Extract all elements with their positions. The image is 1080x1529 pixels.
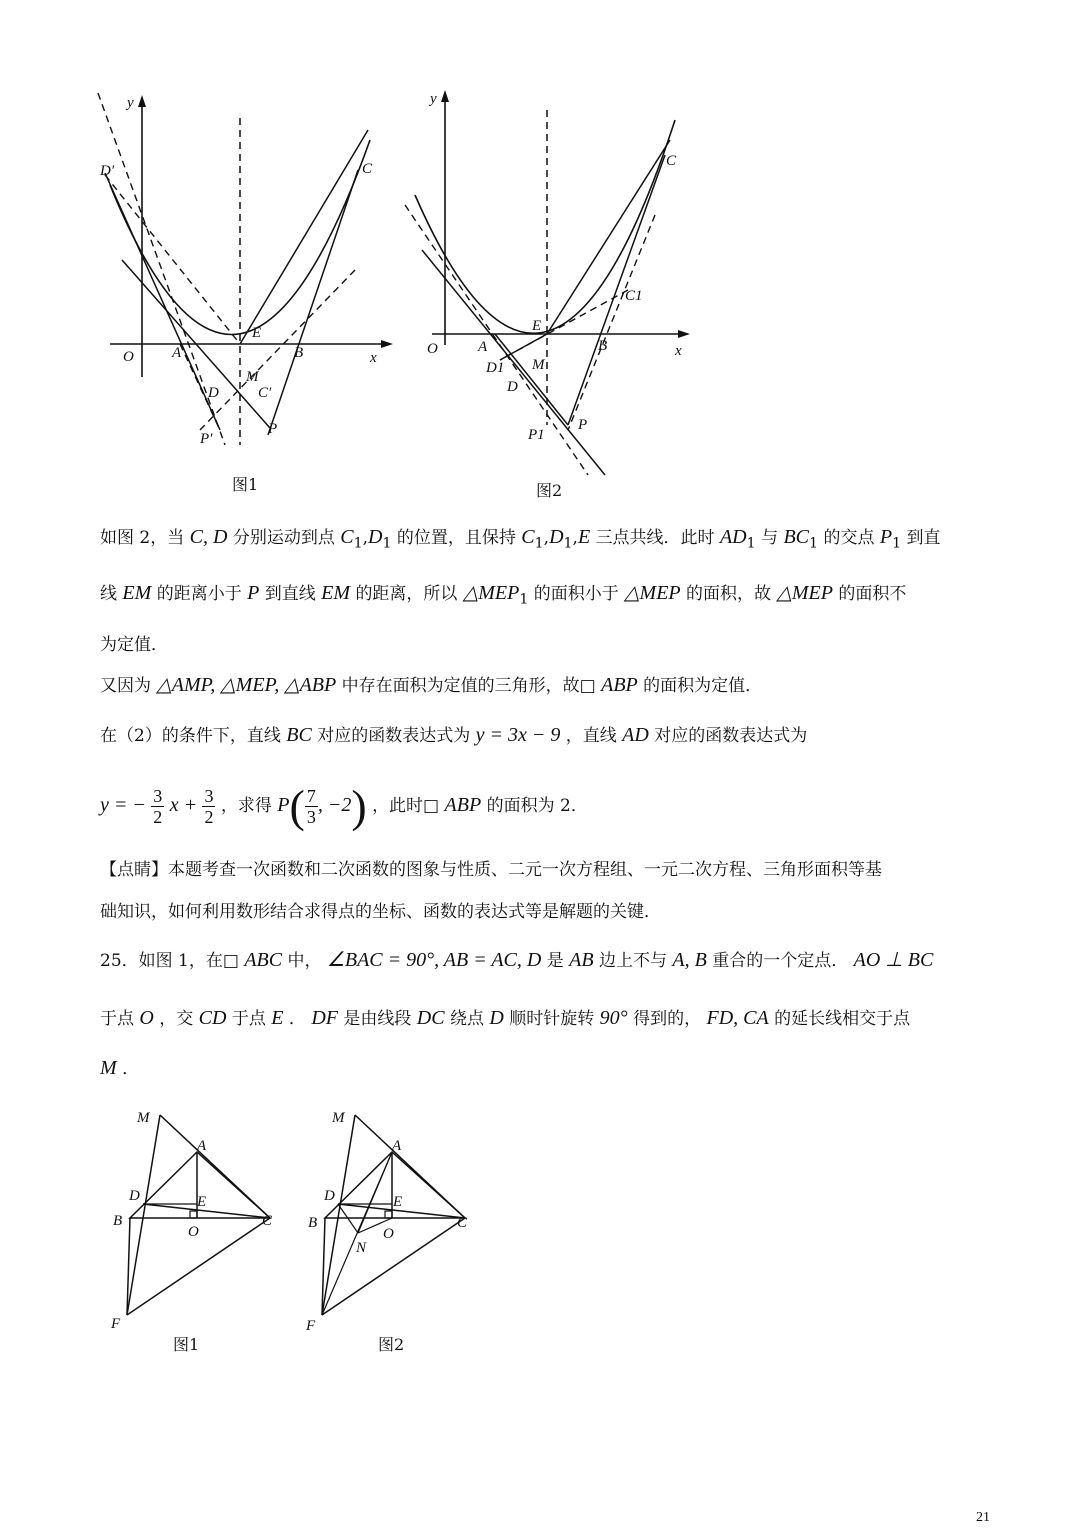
fig2-label-y: y xyxy=(430,91,437,107)
paragraph-2: 线 EM 的距离小于 P 到直线 EM 的距离，所以 $\triangle MEP_1$ 的面积小于 △MEP 的面积，故 △MEP 的面积不 xyxy=(100,582,907,608)
fig1-label-p: P xyxy=(268,421,278,437)
fig1-label-y: y xyxy=(127,95,134,111)
paragraph-4: 又因为 △AMP, △MEP, △ABP 中存在面积为定值的三角形，故□ ABP 的面积为定值． xyxy=(100,674,763,696)
fig2-label-m: M xyxy=(532,357,545,373)
paragraph-10: 于点 O ，交 CD 于点 E ． DF 是由线段 DC 绕点 D 顺时针旋转 90° 得到的， FD, CA 的延长线相交于点 xyxy=(100,1007,911,1029)
fig1-label-a: A xyxy=(172,345,182,361)
fig2-label-e: E xyxy=(532,318,542,334)
fig2-label-p1: P1 xyxy=(528,427,545,443)
page-number: 21 xyxy=(976,1510,990,1525)
triangle-figure-2 xyxy=(300,1100,490,1360)
tri2-label-o: O xyxy=(383,1226,394,1242)
fig1-caption: 图1 xyxy=(232,475,259,494)
fig1-label-m: M xyxy=(246,369,259,385)
fig1-label-c: C xyxy=(362,161,373,177)
tri2-label-b: B xyxy=(308,1215,318,1231)
tri2-label-f: F xyxy=(306,1318,316,1334)
paragraph-1: 如图 2，当 C, D 分别运动到点 $C_1,D_1$ 的位置，且保持 $C_1,D_1,E$ 三点共线．此时 $AD_1$ 与 $BC_1$ 的交点 $P_1$ 到直 xyxy=(100,526,941,552)
fig1-label-b: B xyxy=(294,345,304,361)
fig1-label-c-prime: C′ xyxy=(258,385,272,401)
tri2-label-m: M xyxy=(332,1110,345,1126)
tri1-label-a: A xyxy=(197,1138,207,1154)
fig2-label-d: D xyxy=(507,379,518,395)
parabola-figure-2 xyxy=(400,85,710,505)
fig2-label-a: A xyxy=(478,339,488,355)
parabola-figure-1 xyxy=(90,85,400,505)
fig2-label-d1: D1 xyxy=(486,360,505,376)
paragraph-3: 为定值． xyxy=(100,635,168,655)
paragraph-9: 25．如图 1，在□ ABC 中， ∠BAC = 90°, AB = AC, D 是 AB 边上不与 A, B 重合的一个定点． AO ⊥ BC xyxy=(100,949,934,971)
paragraph-6: y = − $\frac{3}{2}$ x + $\frac{3}{2}$ ，求得 P( $\frac{7}{3}$ , −2) ，此时□ ABP 的面积为 2． xyxy=(100,780,588,832)
paragraph-11: M ． xyxy=(100,1057,140,1079)
fig2-caption: 图2 xyxy=(536,481,563,500)
fig2-label-x: x xyxy=(675,343,682,359)
tri2-caption: 图2 xyxy=(378,1335,405,1354)
fig1-label-p-prime: P′ xyxy=(200,431,213,447)
fig1-label-d-prime: D′ xyxy=(100,163,115,179)
paragraph-5: 在（2）的条件下，直线 BC 对应的函数表达式为 y = 3x − 9 ，直线 AD 对应的函数表达式为 xyxy=(100,724,808,746)
tri1-label-b: B xyxy=(113,1213,123,1229)
fig2-label-p: P xyxy=(578,417,588,433)
tri2-label-c: C xyxy=(457,1215,468,1231)
fig2-label-o: O xyxy=(427,341,438,357)
tri1-label-e: E xyxy=(197,1194,207,1210)
tri1-label-f: F xyxy=(111,1316,121,1332)
tri2-label-n: N xyxy=(356,1240,367,1256)
tri2-label-e: E xyxy=(393,1194,403,1210)
tri1-caption: 图1 xyxy=(173,1335,200,1354)
fig1-label-x: x xyxy=(370,350,377,366)
tri1-label-o: O xyxy=(188,1224,199,1240)
tri1-label-c: C xyxy=(262,1213,273,1229)
tri1-label-m: M xyxy=(137,1110,150,1126)
tri2-label-a: A xyxy=(392,1138,402,1154)
fig1-label-e: E xyxy=(252,325,262,341)
tri2-label-d: D xyxy=(324,1188,335,1204)
fig1-label-o: O xyxy=(123,349,134,365)
paragraph-7: 【点睛】本题考查一次函数和二次函数的图象与性质、二元一次方程组、一元二次方程、三角形面积等基 xyxy=(100,860,882,880)
fraction-3-2-b: $\frac{3}{2}$ xyxy=(204,786,214,827)
fraction-7-3: $\frac{7}{3}$ xyxy=(306,786,316,827)
fig2-label-c1: C1 xyxy=(625,288,643,304)
fig1-label-d: D xyxy=(208,385,219,401)
fig2-label-b: B xyxy=(598,338,608,354)
fig2-label-c: C xyxy=(666,153,677,169)
triangle-figure-1 xyxy=(105,1100,295,1360)
tri1-label-d: D xyxy=(129,1188,140,1204)
fraction-3-2-a: $\frac{3}{2}$ xyxy=(153,786,163,827)
paragraph-8: 础知识，如何利用数形结合求得点的坐标、函数的表达式等是解题的关键． xyxy=(100,902,661,922)
